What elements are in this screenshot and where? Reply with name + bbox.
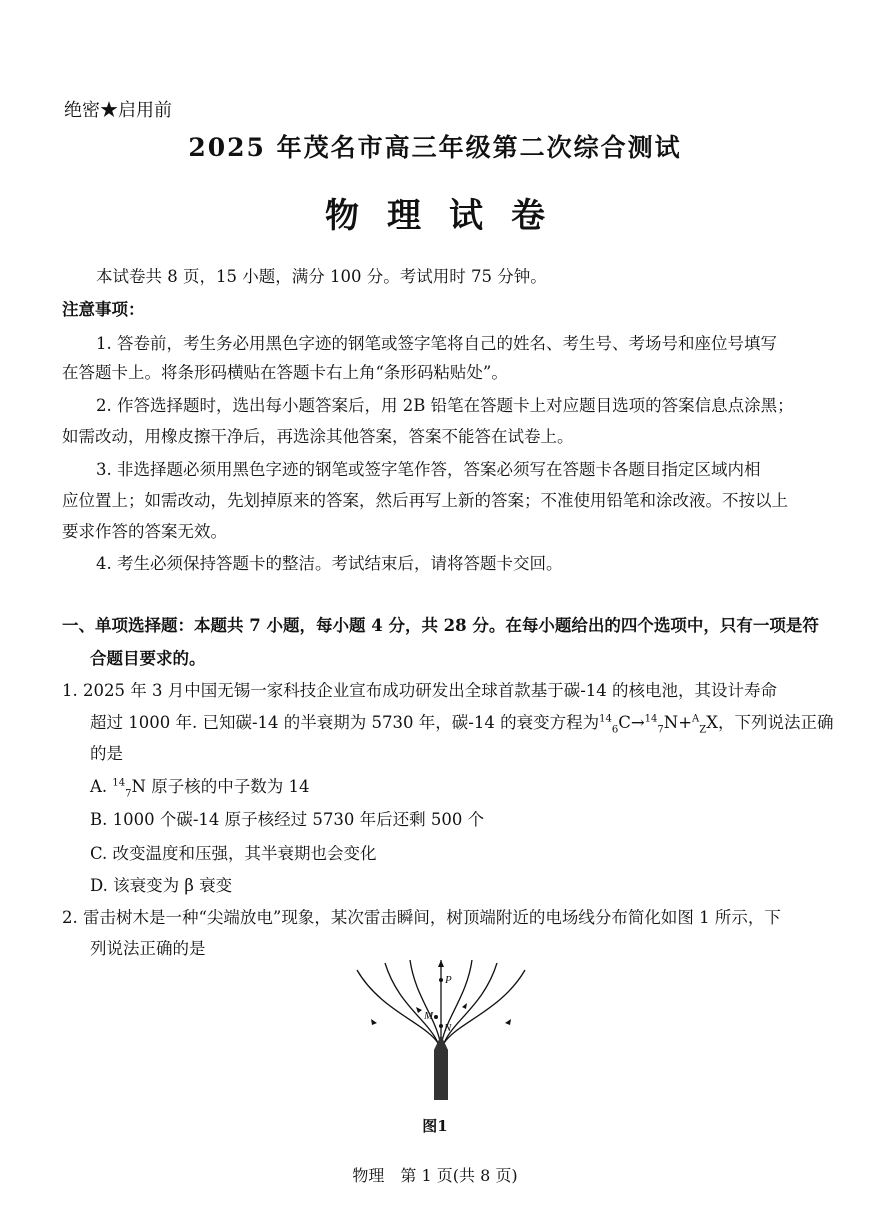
q1-line2-pre: 超过 1000 年. 已知碳-14 的半衰期为 5730 年，碳-14 的衰变方程为 bbox=[90, 713, 600, 732]
secret-mark: 绝密★启用前 bbox=[64, 100, 172, 121]
opt-a-mass: 14 bbox=[112, 777, 126, 789]
subject-title: 物理试卷 bbox=[325, 196, 573, 236]
notice-3-line2: 应位置上；如需改动，先划掉原来的答案，然后再写上新的答案；不准使用铅笔和涂改液。不按以上 bbox=[62, 491, 788, 510]
notice-2-line1: 2. 作答选择题时，选出每小题答案后，用 2B 铅笔在答题卡上对应题目选项的答案信息点涂黑； bbox=[96, 396, 794, 415]
q1-option-c: C. 改变温度和压强，其半衰期也会变化 bbox=[90, 844, 377, 863]
q1-option-a-letter: A. bbox=[90, 777, 108, 796]
q1-line1: 1. 2025 年 3 月中国无锡一家科技企业宣布成功研发出全球首款基于碳-14 的核电池，其设计寿命 bbox=[62, 681, 778, 700]
q1-line2 bbox=[90, 709, 833, 735]
section1-heading-cont: 合题目要求的。 bbox=[90, 649, 206, 668]
point-p-dot bbox=[439, 978, 443, 982]
q1-option-b: B. 1000 个碳-14 原子核经过 5730 年后还剩 500 个 bbox=[90, 810, 485, 829]
arrow-head bbox=[416, 1007, 422, 1013]
opt-a-charge: 7 bbox=[125, 788, 132, 800]
electric-field-figure bbox=[340, 955, 540, 1105]
eq-n: N+ bbox=[663, 713, 693, 732]
q1-option-a-text: N 原子核的中子数为 14 bbox=[131, 777, 310, 796]
arrow-head bbox=[371, 1019, 377, 1025]
q1-option-d: D. 该衰变为 β 衰变 bbox=[90, 876, 233, 895]
notice-4-line1: 4. 考生必须保持答题卡的整洁。考试结束后，请将答题卡交回。 bbox=[96, 554, 563, 573]
eq-x: X bbox=[706, 713, 718, 732]
q2-line2: 列说法正确的是 bbox=[90, 939, 206, 958]
label-m: M bbox=[424, 1010, 434, 1022]
point-m-dot bbox=[434, 1015, 438, 1019]
notice-3-line3: 要求作答的答案无效。 bbox=[62, 522, 227, 541]
notice-1-line2: 在答题卡上。将条形码横贴在答题卡右上角“条形码粘贴处”。 bbox=[62, 363, 508, 382]
q1-option-a bbox=[90, 773, 309, 799]
q1-line2-post: ，下列说法正确 bbox=[717, 713, 834, 732]
page-footer: 物理 第 1 页(共 8 页) bbox=[352, 1166, 518, 1185]
notice-3-line1: 3. 非选择题必须用黑色字迹的钢笔或签字笔作答，答案必须写在答题卡各题目指定区域内相 bbox=[96, 460, 761, 479]
eq-x-mass: A bbox=[692, 713, 700, 725]
eq-n-charge: 7 bbox=[657, 724, 664, 736]
notice-1-line1: 1. 答卷前，考生务必用黑色字迹的钢笔或签字笔将自己的姓名、考生号、考场号和座位号填写 bbox=[96, 334, 777, 353]
eq-c: C→ bbox=[618, 713, 645, 732]
q2-line1: 2. 雷击树木是一种“尖端放电”现象，某次雷击瞬间，树顶端附近的电场线分布简化如图 1 所示，下 bbox=[62, 908, 781, 927]
field-line bbox=[385, 963, 438, 1043]
intro-text: 本试卷共 8 页，15 小题，满分 100 分。考试用时 75 分钟。 bbox=[96, 267, 547, 286]
eq-c-mass: 14 bbox=[599, 713, 612, 725]
notice-2-line2: 如需改动，用橡皮擦干净后，再选涂其他答案，答案不能答在试卷上。 bbox=[62, 427, 574, 446]
eq-n-mass: 14 bbox=[644, 713, 658, 725]
label-p: P bbox=[445, 974, 452, 986]
q1-line3: 的是 bbox=[90, 744, 123, 763]
label-n: N bbox=[444, 1022, 452, 1034]
figure-caption: 图1 bbox=[422, 1117, 448, 1135]
field-line bbox=[410, 960, 440, 1041]
arrow-head bbox=[505, 1019, 511, 1025]
eq-x-charge: Z bbox=[699, 724, 707, 736]
point-n-dot bbox=[439, 1024, 443, 1028]
section1-heading: 一、单项选择题：本题共 7 小题，每小题 4 分，共 28 分。在每小题给出的四个选项中，只有一项是符 bbox=[62, 616, 819, 635]
notice-heading: 注意事项： bbox=[62, 300, 145, 319]
arrow-head bbox=[462, 1003, 467, 1009]
exam-title: 2025 年茂名市高三年级第二次综合测试 bbox=[188, 133, 682, 162]
field-line bbox=[444, 963, 497, 1043]
tree-tip bbox=[434, 1035, 448, 1100]
arrow-head bbox=[438, 960, 444, 967]
eq-c-charge: 6 bbox=[611, 724, 619, 736]
